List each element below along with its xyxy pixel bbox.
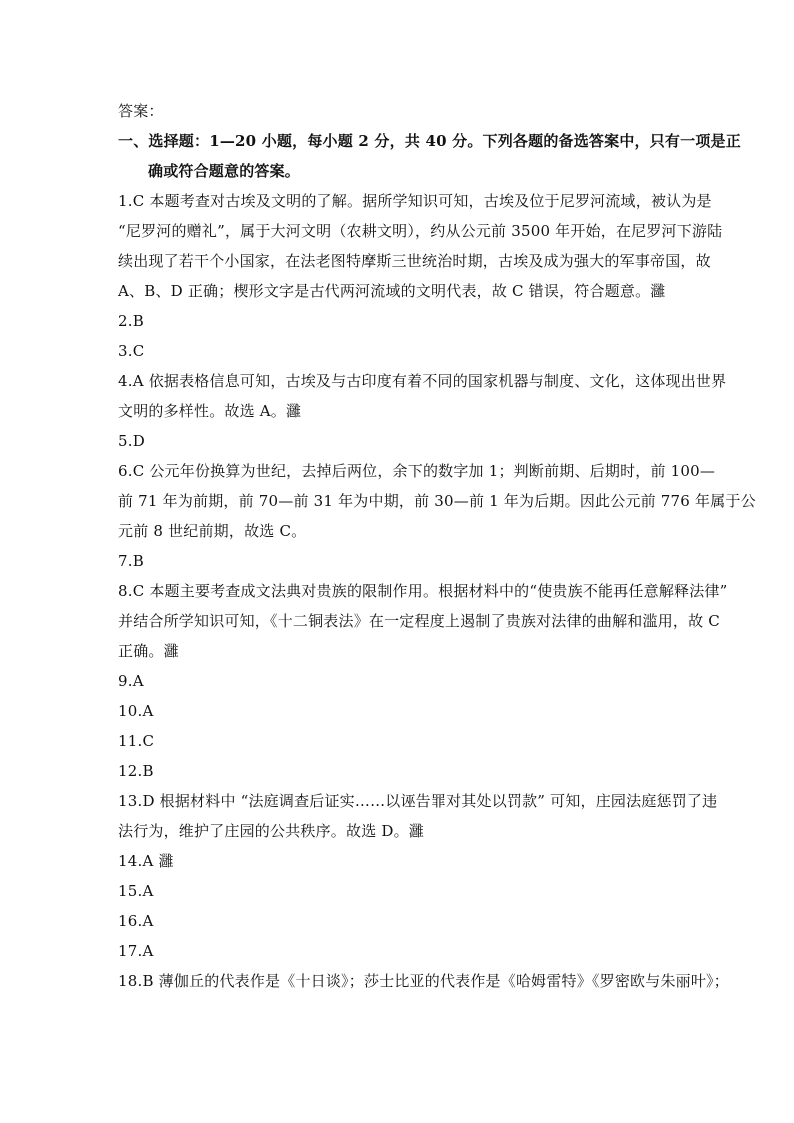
answer-line: 元前 8 世纪前期，故选 C。 <box>118 522 307 540</box>
answer-line: 续出现了若干个小国家，在法老图特摩斯三世统治时期，古埃及成为强大的军事帝国，故 <box>118 252 711 270</box>
section-heading-line2: 确或符合题意的答案。 <box>148 162 301 180</box>
answer-line: 1.C 本题考查对古埃及文明的了解。据所学知识可知，古埃及位于尼罗河流域，被认为是 <box>118 192 712 210</box>
answer-line: 文明的多样性。故选 A。灉 <box>118 402 302 420</box>
answer-line: 8.C 本题主要考查成文法典对贵族的限制作用。根据材料中的“使贵族不能再任意解释法律” <box>118 582 728 600</box>
section-heading-line1: 一、选择题：1—20 小题，每小题 2 分，共 40 分。下列各题的备选答案中，只有一项是正 <box>118 132 741 150</box>
answer-line: 法行为，维护了庄园的公共秩序。故选 D。灉 <box>118 822 424 840</box>
answer-line: 14.A 灉 <box>118 852 174 870</box>
answers-label: 答案： <box>118 102 164 120</box>
answer-line: 16.A <box>118 912 154 930</box>
answer-line: 11.C <box>118 732 155 750</box>
answer-line: 12.B <box>118 762 154 780</box>
answer-line: 4.A 依据表格信息可知，古埃及与古印度有着不同的国家机器与制度、文化，这体现出世界 <box>118 372 727 390</box>
answer-line: 10.A <box>118 702 154 720</box>
answer-line: “尼罗河的赠礼”，属于大河文明（农耕文明），约从公元前 3500 年开始，在尼罗河下游陆 <box>118 222 723 240</box>
answer-line: 17.A <box>118 942 154 960</box>
answer-line: A、B、D 正确；楔形文字是古代两河流域的文明代表，故 C 错误，符合题意。灉 <box>118 282 666 300</box>
answer-line: 并结合所学知识可知，《十二铜表法》在一定程度上遏制了贵族对法律的曲解和滥用，故 C <box>118 612 720 630</box>
answer-line: 9.A <box>118 672 144 690</box>
answer-line: 18.B 薄伽丘的代表作是《十日谈》；莎士比亚的代表作是《哈姆雷特》《罗密欧与朱丽叶》； <box>118 972 729 990</box>
answer-line: 13.D 根据材料中 “法庭调查后证实……以诬告罪对其处以罚款” 可知，庄园法庭惩罚了违 <box>118 792 718 810</box>
answer-line: 2.B <box>118 312 144 330</box>
answer-line: 15.A <box>118 882 154 900</box>
answer-line: 7.B <box>118 552 144 570</box>
answer-line: 6.C 公元年份换算为世纪，去掉后两位，余下的数字加 1；判断前期、后期时，前 100— <box>118 462 716 480</box>
answer-line: 正确。灉 <box>118 642 179 660</box>
answer-line: 3.C <box>118 342 145 360</box>
answer-content <box>118 96 756 996</box>
answer-line: 前 71 年为前期，前 70—前 31 年为中期，前 30—前 1 年为后期。因此公元前 776 年属于公 <box>118 492 756 510</box>
answer-line: 5.D <box>118 432 145 450</box>
